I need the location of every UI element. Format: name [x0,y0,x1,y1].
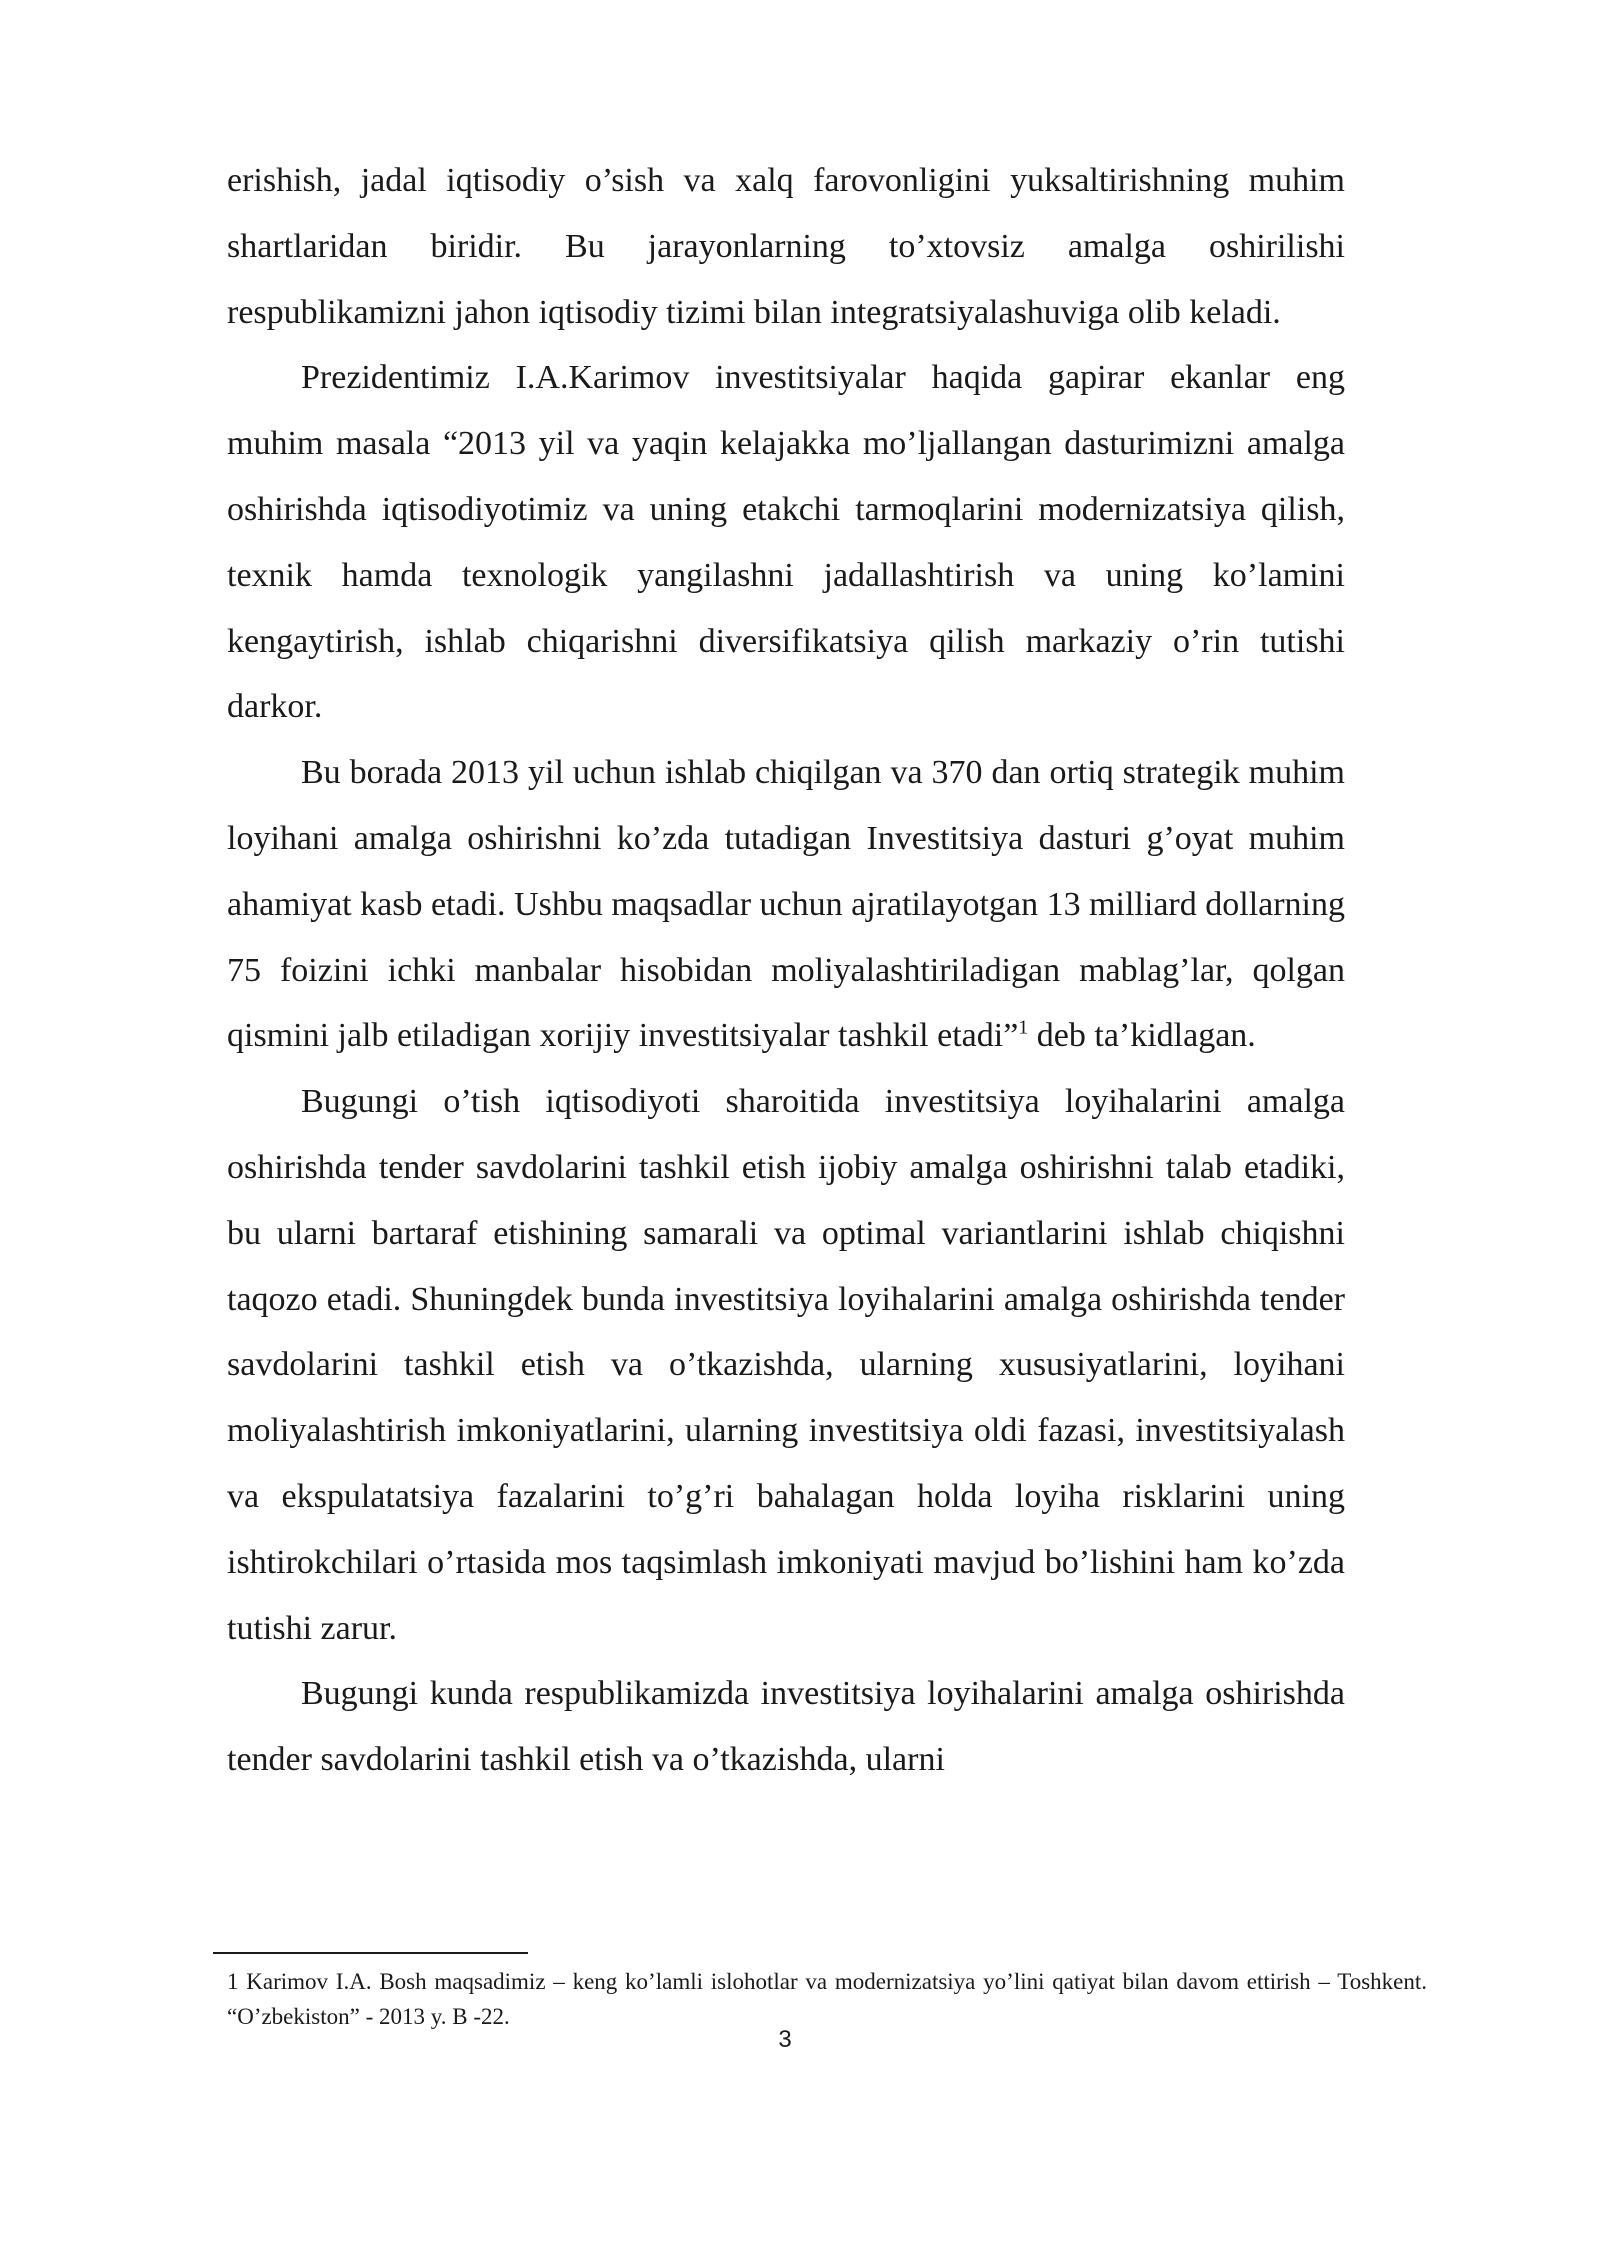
paragraph-3-text-before: Bu borada 2013 yil uchun ishlab chiqilgan va 370 dan ortiq strategik muhim loyihani amalga oshirishni ko’zda tutadigan Investitsiya dasturi g’oyat muhim ahamiyat kasb etadi. Ushbu maqsadlar uchun ajratilayotgan 13 milliard dollarning 75 foizini ichki manbalar hisobidan moliyalashtiriladigan mablag’lar, qolgan qismini jalb etiladigan xorijiy investitsiyalar tashkil etadi” [227,754,1345,1055]
paragraph-1: erishish, jadal iqtisodiy o’sish va xalq farovonligini yuksaltirishning muhim shartlaridan biridir. Bu jarayonlarning to’xtovsiz amalga oshirilishi respublikamizni jahon iqtisodiy tizimi bilan integratsiyalashuviga olib keladi. [227,162,1345,331]
footnote-separator [213,1952,528,1954]
paragraph-3-text-after: deb ta’kidlagan. [1028,1017,1256,1055]
paragraph-4: Bugungi o’tish iqtisodiyoti sharoitida investitsiya loyihalarini amalga oshirishda tender savdolarini tashkil etish ijobiy amalga oshirishni talab etadiki, bu ularni bartaraf etishining samarali va optimal variantlarini ishlab chiqishni taqozo etadi. Shuningdek bunda investitsiya loyihalarini amalga oshirishda tender savdolarini tashkil etish va o’tkazishda, ularning xususiyatlarini, loyihani moliyalashtirish imkoniyatlarini, ularning investitsiya oldi fazasi, investitsiyalash va ekspulatatsiya fazalarini to’g’ri bahalagan holda loyiha risklarini uning ishtirokchilari o’rtasida mos taqsimlash imkoniyati mavjud bo’lishini ham ko’zda tutishi zarur. [227,1083,1345,1647]
paragraph-3 [227,740,1345,1069]
body-text [227,148,1345,1793]
paragraph-5: Bugungi kunda respublikamizda investitsiya loyihalarini amalga oshirishda tender savdolarini tashkil etish va o’tkazishda, ularni [227,1675,1345,1779]
footnote-text: 1 Karimov I.A. Bosh maqsadimiz – keng ko’lamli islohotlar va modernizatsiya yo’lini qatiyat bilan davom ettirish – Toshkent. “O’zbekiston” - 2013 y. B -22. [227,1969,1427,2029]
footnote-reference[interactable]: 1 [1018,1017,1029,1040]
page-number: 3 [778,2026,792,2053]
paragraph-2: Prezidentimiz I.A.Karimov investitsiyalar haqida gapirar ekanlar eng muhim masala “2013 yil va yaqin kelajakka mo’ljallangan dasturimizni amalga oshirishda iqtisodiyotimiz va uning etakchi tarmoqlarini modernizatsiya qilish, texnik hamda texnologik yangilashni jadallashtirish va uning ko’lamini kengaytirish, ishlab chiqarishni diversifikatsiya qilish markaziy o’rin tutishi darkor. [227,359,1345,726]
